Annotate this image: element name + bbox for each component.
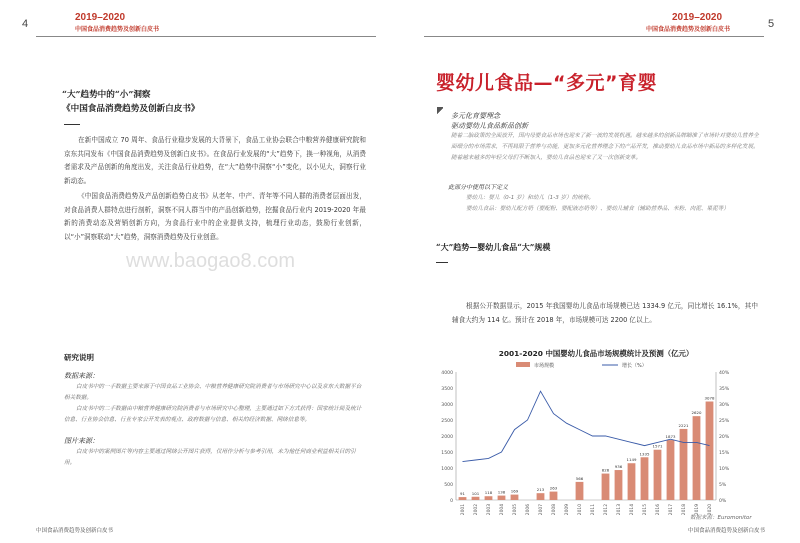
y-right-tick-label: 20%	[719, 434, 730, 440]
x-tick-label: 2014	[630, 504, 635, 516]
quote-heading-1: 多元化育婴理念	[451, 112, 500, 120]
bar-data-label: 213	[536, 487, 545, 493]
left-title-line1: “大”趋势中的“小”洞察	[62, 90, 151, 100]
bar-data-label: 1873	[665, 434, 676, 440]
bar	[537, 493, 545, 500]
chart-source: 数据来源：Euromonitor	[690, 515, 752, 521]
left-title-line2: 《中国食品消费趋势及创新白皮书》	[62, 104, 200, 114]
bar-data-label: 936	[614, 464, 623, 470]
bar-data-label: 1335	[639, 451, 650, 457]
y-left-tick-label: 3000	[441, 402, 453, 408]
bar	[576, 482, 584, 500]
quote-mark-icon	[437, 107, 443, 116]
bar	[628, 463, 636, 500]
y-left-tick-label: 500	[444, 482, 453, 488]
x-tick-label: 2002	[474, 504, 479, 516]
bar-data-label: 2620	[691, 410, 702, 416]
x-tick-label: 2007	[539, 504, 544, 516]
market-size-chart	[426, 344, 766, 522]
left-header-rule	[36, 36, 376, 37]
image-source-heading: 图片来源：	[64, 437, 99, 445]
research-title: 研究说明	[64, 353, 94, 362]
bar	[459, 497, 467, 500]
x-tick-label: 2011	[591, 504, 596, 516]
section-paragraph: 根据公开数据显示，2015 年我国婴幼儿食品市场规模已达 1334.9 亿元，同比增长 16.1%，其中辅食大约为 114 亿。预计在 2018 年，市场规模可达 2200 亿以上。	[452, 302, 758, 324]
bar	[667, 440, 675, 500]
y-right-tick-label: 0%	[719, 498, 727, 504]
data-source-heading: 数据来源：	[64, 372, 99, 380]
y-right-tick-label: 10%	[719, 466, 730, 472]
baby-food-title: 婴幼儿食品—“多元”育婴	[436, 72, 657, 94]
bar-data-label: 826	[601, 467, 610, 473]
y-right-tick-label: 30%	[719, 402, 730, 408]
x-tick-label: 2015	[643, 504, 648, 516]
left-header-year: 2019–2020	[75, 12, 126, 23]
y-right-tick-label: 35%	[719, 386, 730, 392]
y-left-tick-label: 2000	[441, 434, 453, 440]
left-header-subtitle: 中国食品消费趋势及创新白皮书	[75, 26, 160, 33]
quote-heading-2: 驱动婴幼儿食品新品创新	[451, 122, 528, 130]
quote-block	[437, 103, 763, 183]
x-tick-label: 2013	[617, 504, 622, 516]
quote-text: 随着二胎政策的全面放开，国内母婴食品市场也迎来了新一波的发展机遇。越来越多的创新品牌瞄准了市场针对婴幼儿营养全面细分的市场需求，不再局限于营养与功能，更加多元化营养理念下的产品开发，推动婴幼儿食品市场中新品的多样化发展。随着越来越多的年轻父母们不断加入，婴幼儿食品也迎来了又一次创新变革。	[451, 133, 759, 162]
x-tick-label: 2012	[604, 504, 609, 516]
y-left-tick-label: 4000	[441, 370, 453, 376]
y-right-tick-label: 15%	[719, 450, 730, 456]
definition-2: 婴幼儿食品：婴幼儿配方奶（婴配粉、婴配液态奶等）、婴幼儿辅食（辅助营养品、米粉、肉泥、果泥等）	[466, 206, 729, 212]
y-right-tick-label: 5%	[719, 482, 727, 488]
y-left-tick-label: 2500	[441, 418, 453, 424]
y-left-tick-label: 3500	[441, 386, 453, 392]
x-tick-label: 2020	[708, 504, 713, 516]
legend-line-label: 增长（%）	[622, 363, 647, 369]
section-title: “大”趋势—婴幼儿食品“大”规模	[436, 242, 551, 252]
right-header-year: 2019–2020	[672, 12, 723, 23]
intro-paragraph-1: 在新中国成立 70 周年、食品行业稳步发展的大背景下，食品工业协会联合中粮营养健康研究院和京东共同发布《中国食品消费趋势及创新白皮书》。在食品行业发展的“大”趋势下，换一种视角，从消费者需求及产品创新的角度出发，关注食品行业趋势，在“大”趋势中洞察“小”变化，以小见大，洞察行业新动态。	[64, 136, 366, 185]
x-tick-label: 2017	[669, 504, 674, 516]
legend-bar-swatch	[516, 362, 530, 367]
y-left-tick-label: 0	[450, 498, 453, 504]
bar-data-label: 2221	[678, 422, 689, 428]
x-tick-label: 2008	[552, 504, 557, 516]
x-tick-label: 2016	[656, 504, 661, 516]
bar	[602, 474, 610, 500]
y-right-tick-label: 40%	[719, 370, 730, 376]
right-header-rule	[424, 36, 764, 37]
bar-data-label: 566	[575, 475, 584, 481]
bar	[693, 416, 701, 500]
intro-paragraph-2: 《中国食品消费趋势及产品创新趋势白皮书》从老年、中产、青年等不同人群的消费者层面出发，对食品消费人群特点进行剖析，洞察不同人群当中的产品创新趋势，挖掘食品行业内 2019-2020 年最新的消费动态及营销创新方向，为食品行业中的企业提供支持，梳理行业动态，鼓励行业创新，以“小”洞察联动“大”趋势，洞察消费趋势及行业创意。	[64, 192, 366, 241]
bar-data-label: 101	[471, 490, 480, 496]
bar	[472, 497, 480, 500]
bar	[641, 457, 649, 500]
title-underline	[64, 124, 80, 125]
y-left-tick-label: 1000	[441, 466, 453, 472]
footer-right: 中国食品消费趋势及创新白皮书	[688, 528, 766, 534]
data-source-text-2: 白皮书中的二手数据由中粮营养健康研究院消费者与市场研究中心整理，主要通过如下方式获得：国家统计局及统计信息、行业协会信息、行业专家公开发表的观点、政府数据与信息、相关的经济数据、网络信息等。	[64, 406, 362, 424]
right-page-number: 5	[768, 18, 775, 30]
data-source-text-1: 白皮书中的一手数据主要来源于中国食品工业协会、中粮营养健康研究院消费者与市场研究中心以及京东大数据平台相关数据。	[64, 384, 362, 402]
bar	[706, 402, 714, 500]
x-tick-label: 2019	[695, 504, 700, 516]
bar-data-label: 118	[484, 490, 493, 496]
bar	[615, 470, 623, 500]
definition-1: 婴幼儿：婴儿（0-1 岁）和幼儿（1-3 岁）的统称。	[466, 195, 595, 201]
x-tick-label: 2003	[487, 504, 492, 516]
chart-title: 2001-2020 中国婴幼儿食品市场规模统计及预测（亿元）	[498, 349, 694, 358]
x-tick-label: 2010	[578, 504, 583, 516]
bar-data-label: 3078	[704, 395, 715, 401]
y-left-tick-label: 1500	[441, 450, 453, 456]
bar-data-label: 169	[510, 488, 519, 494]
y-right-tick-label: 25%	[719, 418, 730, 424]
x-tick-label: 2018	[682, 504, 687, 516]
watermark: www.baogao8.com	[126, 250, 295, 272]
bar	[498, 496, 506, 500]
bar-data-label: 138	[497, 489, 506, 495]
bar	[654, 450, 662, 500]
bar	[680, 429, 688, 500]
image-source-text: 白皮书中的案例图片等内容主要通过网络公开图片获得，仅用作分析与参考引用，未为他任何商业利益相关目的引用。	[64, 449, 356, 467]
right-header-subtitle: 中国食品消费趋势及创新白皮书	[646, 26, 731, 33]
footer-left: 中国食品消费趋势及创新白皮书	[36, 528, 114, 534]
bar-data-label: 1571	[652, 443, 663, 449]
bar-data-label: 1149	[626, 457, 637, 463]
left-page-number: 4	[22, 18, 29, 30]
section-title-underline	[436, 262, 448, 263]
legend-bar-label: 市场规模	[534, 363, 555, 369]
x-tick-label: 2006	[526, 504, 531, 516]
bar	[485, 496, 493, 500]
bar	[511, 495, 519, 500]
bar	[550, 492, 558, 500]
x-tick-label: 2009	[565, 504, 570, 516]
x-tick-label: 2001	[461, 504, 466, 516]
bar-data-label: 91	[460, 491, 465, 497]
chart-legend	[516, 362, 647, 369]
x-tick-label: 2004	[500, 504, 505, 516]
bar-data-label: 263	[549, 485, 558, 491]
definition-heading: 此部分中使用以下定义	[448, 184, 509, 191]
x-tick-label: 2005	[513, 504, 518, 516]
